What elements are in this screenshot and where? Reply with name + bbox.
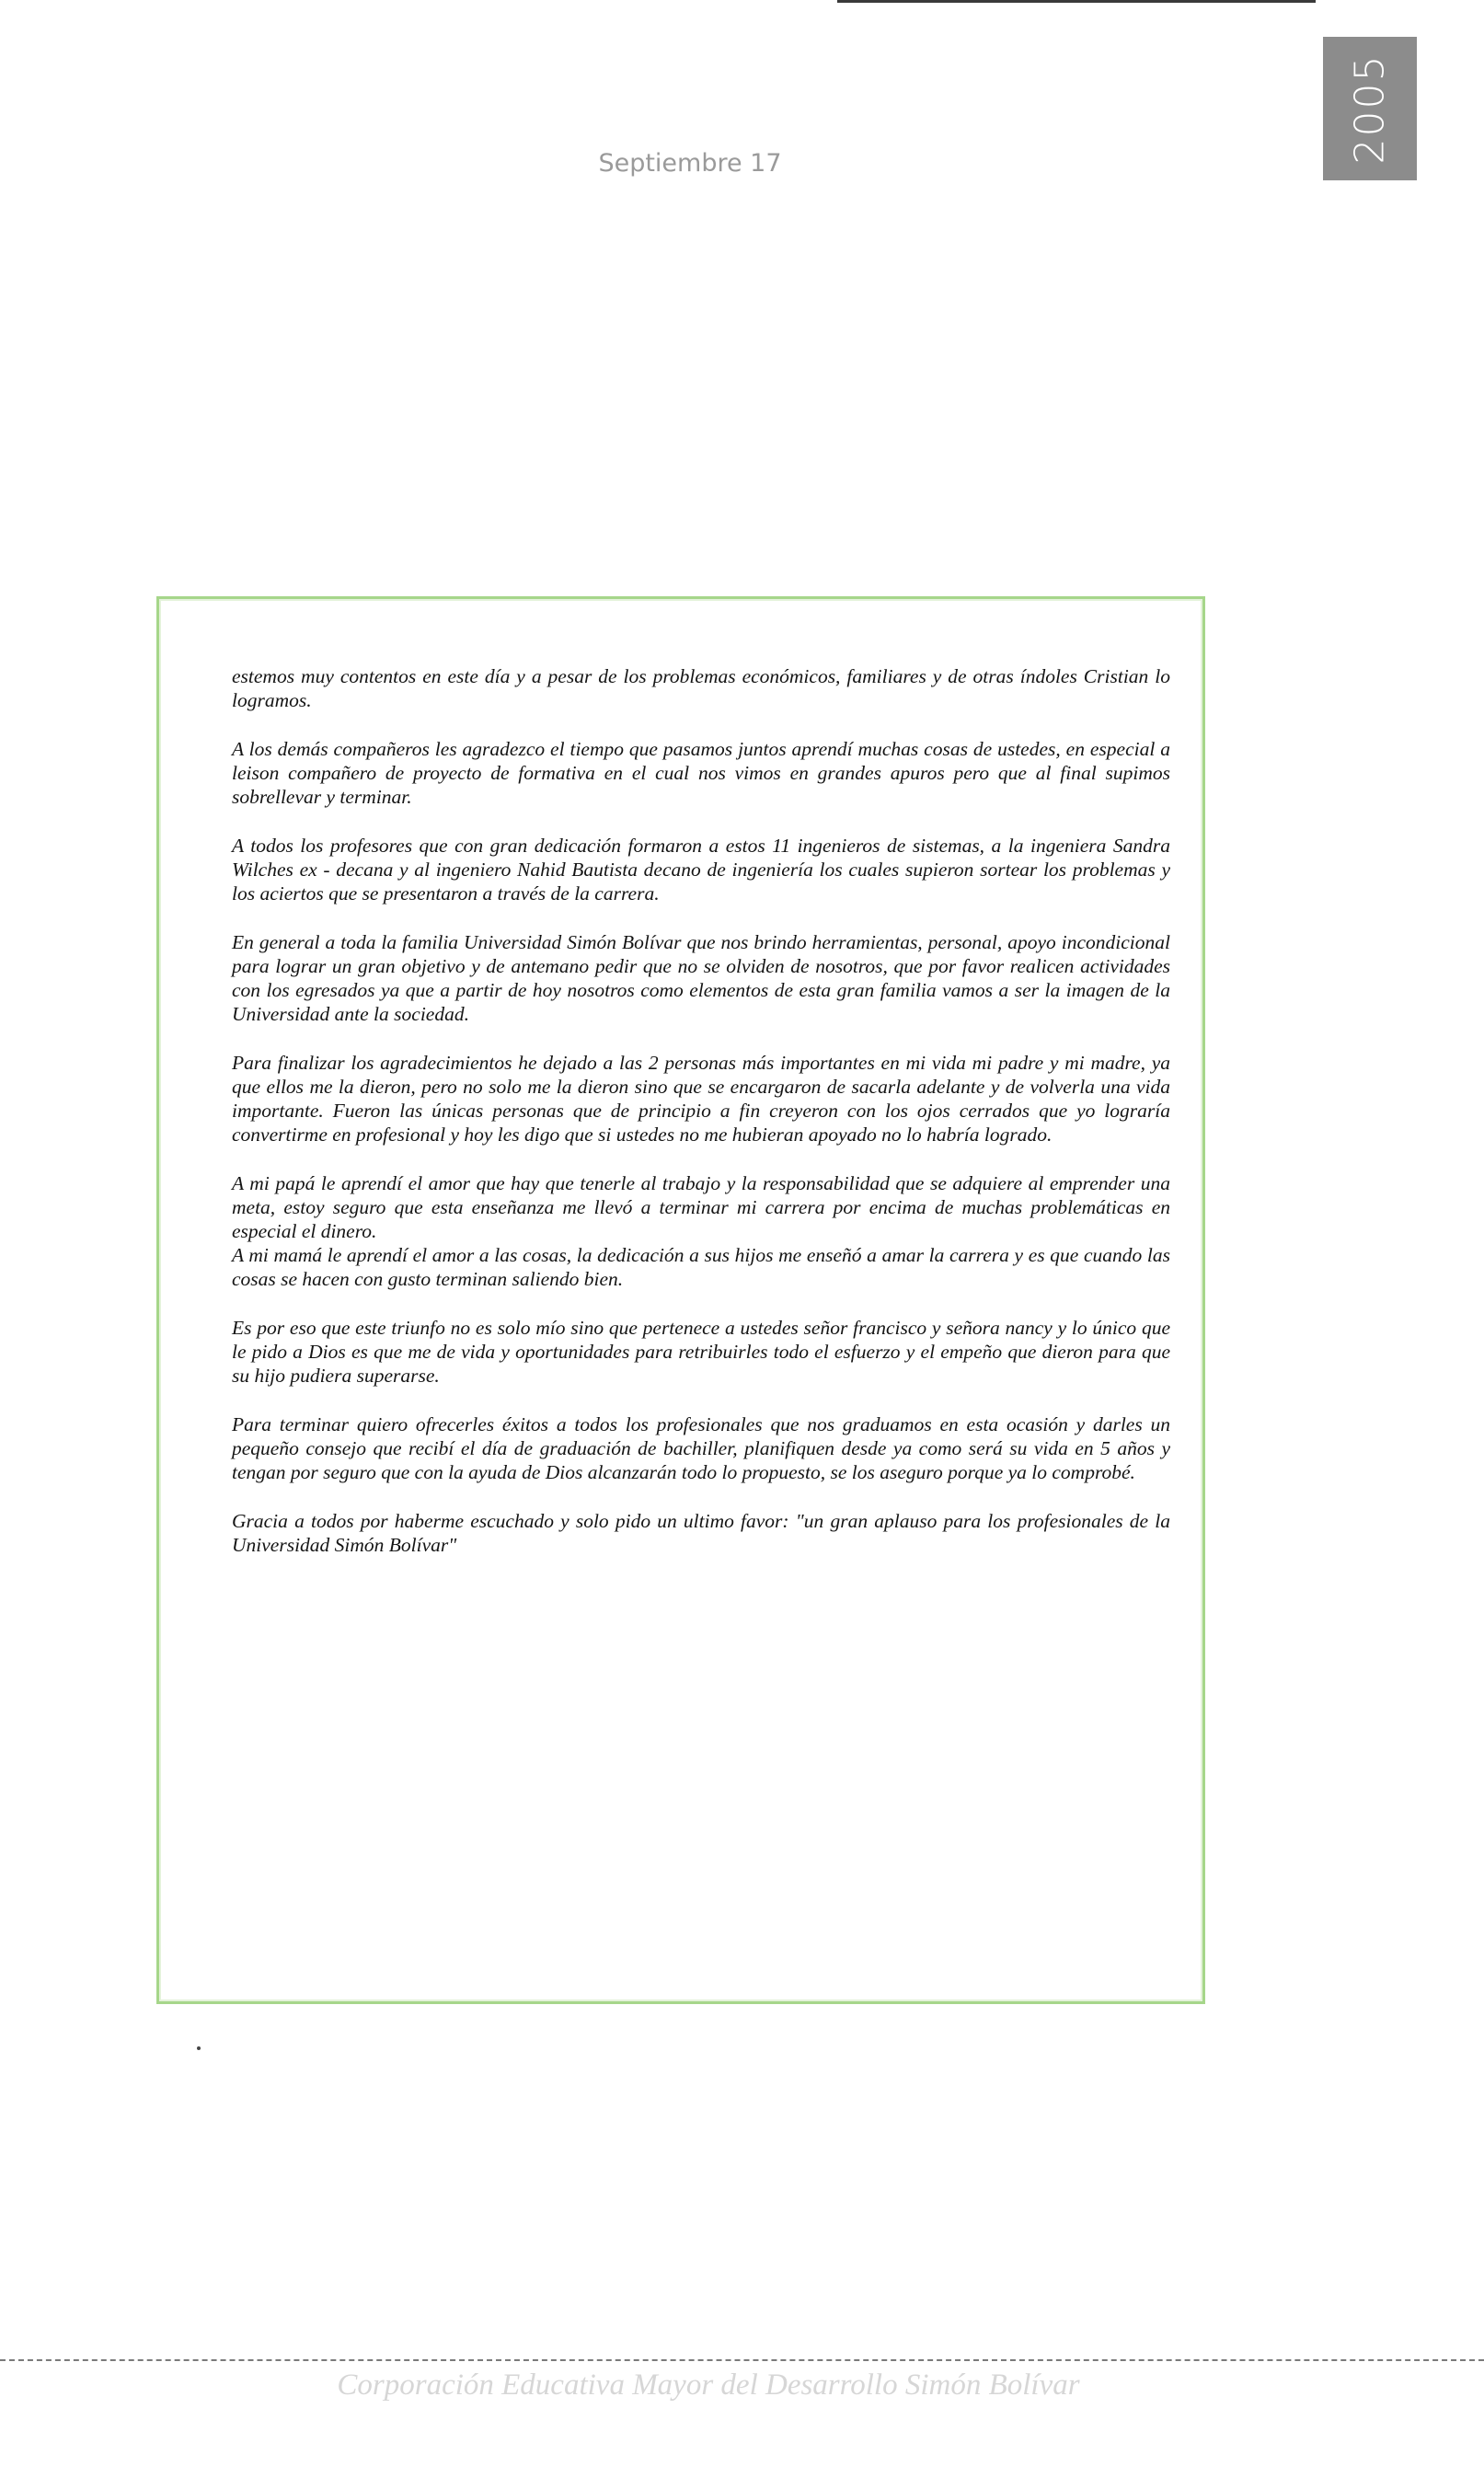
page-heading: Septiembre 17 <box>598 149 782 178</box>
paragraph-4: En general a toda la familia Universidad Simón Bolívar que nos brindo herramientas, personal, apoyo incondicional para lograr un gran objetivo y de antemano pedir que no se olviden de nosotros, que por favor realicen actividades con los egresados ya que a partir de hoy nosotros como elementos de esta gran familia vamos a ser la imagen de la Universidad ante la sociedad. <box>232 931 1170 1025</box>
paragraph-10: Gracia a todos por haberme escuchado y solo pido un ultimo favor: "un gran aplauso para los profesionales de la Universidad Simón Bolívar" <box>232 1510 1170 1556</box>
paragraph-3: A todos los profesores que con gran dedicación formaron a estos 11 ingenieros de sistemas, a la ingeniera Sandra Wilches ex - decana y al ingeniero Nahid Bautista decano de ingeniería los cuales supieron sortear los problemas y los aciertos que se presentaron a través de la carrera. <box>232 835 1170 905</box>
paragraph-6: A mi papá le aprendí el amor que hay que tenerle al trabajo y la responsabilidad que se adquiere al emprender una meta, estoy seguro que esta enseñanza me llevó a terminar mi carrera por encima de muchas problemáticas en especial el dinero. <box>232 1172 1170 1242</box>
stray-mark <box>197 2046 201 2050</box>
footer-rule <box>0 2359 1484 2361</box>
paragraph-1: estemos muy contentos en este día y a pesar de los problemas económicos, familiares y de otras índoles Cristian lo logramos. <box>232 665 1170 711</box>
paragraph-9: Para terminar quiero ofrecerles éxitos a todos los profesionales que nos graduamos en esta ocasión y darles un pequeño consejo que recibí el día de graduación de bachiller, planifiquen desde ya como será su vida en 5 años y tengan por seguro que con la ayuda de Dios alcanzarán todo lo propuesto, se los aseguro porque ya lo comprobé. <box>232 1413 1170 1483</box>
footer-institution: Corporación Educativa Mayor del Desarrollo Simón Bolívar <box>337 2368 1080 2402</box>
year-tab <box>1323 37 1417 180</box>
top-edge-rule <box>837 0 1316 3</box>
paragraph-8: Es por eso que este triunfo no es solo mío sino que pertenece a ustedes señor francisco y señora nancy y lo único que le pido a Dios es que me de vida y oportunidades para retribuirles todo el esfuerzo y el empeño que dieron para que su hijo pudiera superarse. <box>232 1317 1170 1387</box>
year-label: 2005 <box>1346 53 1394 164</box>
paragraph-5: Para finalizar los agradecimientos he dejado a las 2 personas más importantes en mi vida mi padre y mi madre, ya que ellos me la dieron, pero no solo me la dieron sino que se encargaron de sacarla adelante y de volverla una vida importante. Fueron las únicas personas que de principio a fin creyeron con los ojos cerrados que yo lograría convertirme en profesional y hoy les digo que si ustedes no me hubieran apoyado no lo habría logrado. <box>232 1052 1170 1146</box>
speech-body <box>232 664 1170 1582</box>
paragraph-2: A los demás compañeros les agradezco el tiempo que pasamos juntos aprendí muchas cosas de ustedes, en especial a leison compañero de proyecto de formativa en el cual nos vimos en grandes apuros pero que al final supimos sobrellevar y terminar. <box>232 738 1170 808</box>
paragraph-7: A mi mamá le aprendí el amor a las cosas, la dedicación a sus hijos me enseñó a amar la carrera y es que cuando las cosas se hacen con gusto terminan saliendo bien. <box>232 1244 1170 1290</box>
